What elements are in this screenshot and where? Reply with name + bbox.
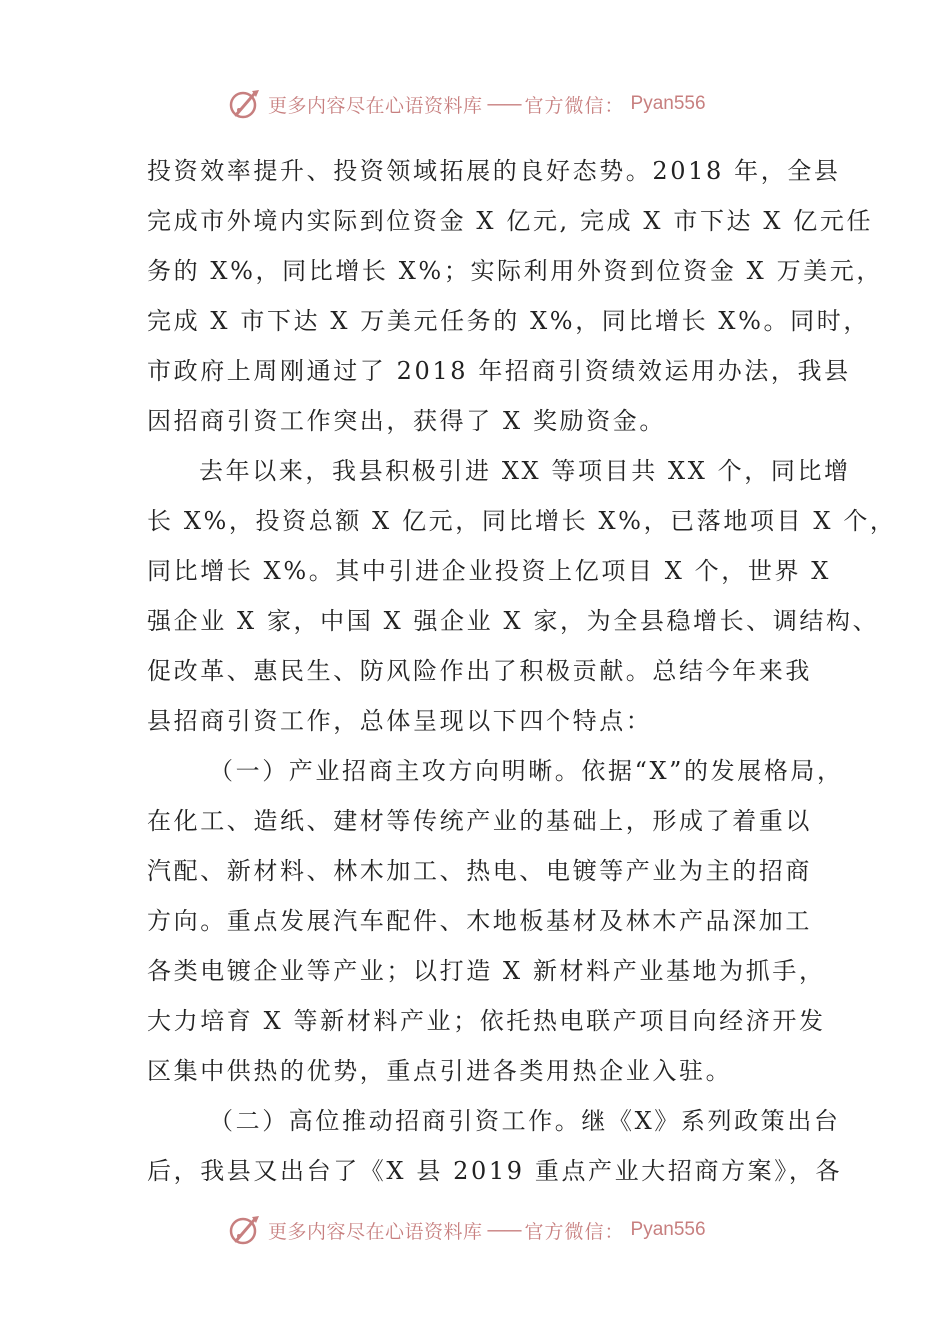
text-line: 投资效率提升、投资领域拓展的良好态势。2018 年，全县: [147, 157, 841, 185]
banner-official-label: 官方微信：: [524, 1220, 625, 1243]
banner-wechat-handle: Pyan556: [630, 1219, 706, 1240]
banner-official-label: 官方微信：: [524, 94, 625, 117]
text-line: 区集中供热的优势，重点引进各类用热企业入驻。: [147, 1057, 733, 1085]
text-line: 各类电镀企业等产业；以打造 X 新材料产业基地为抓手，: [147, 957, 826, 985]
text-line: 完成市外境内实际到位资金 X 亿元, 完成 X 市下达 X 亿元任: [147, 207, 874, 235]
pen-circle-logo-icon: [228, 87, 262, 121]
footer-watermark-banner: [228, 1210, 748, 1250]
header-watermark-banner: [228, 84, 748, 124]
document-body: [147, 146, 897, 1196]
banner-wechat-handle: Pyan556: [630, 93, 706, 114]
banner-dash: ——: [486, 1219, 521, 1241]
text-line: 在化工、造纸、建材等传统产业的基础上，形成了着重以: [147, 807, 812, 835]
banner-dash: ——: [486, 93, 521, 115]
text-line: 务的 X%，同比增长 X%；实际利用外资到位资金 X 万美元，: [147, 257, 883, 285]
text-line: 同比增长 X%。其中引进企业投资上亿项目 X 个，世界 X: [147, 557, 831, 585]
pen-circle-logo-icon: [228, 1213, 262, 1247]
text-line: 县招商引资工作，总体呈现以下四个特点：: [147, 707, 653, 735]
section-heading-line: （一）产业招商主攻方向明晰。依据“X”的发展格局，: [209, 757, 844, 785]
text-line: 长 X%，投资总额 X 亿元，同比增长 X%，已落地项目 X 个，: [147, 507, 897, 535]
text-line: 大力培育 X 等新材料产业；依托热电联产项目向经济开发: [147, 1007, 826, 1035]
banner-site-text: 更多内容尽在心语资料库: [268, 1220, 483, 1243]
text-line: 完成 X 市下达 X 万美元任务的 X%，同比增长 X%。同时，: [147, 307, 870, 335]
text-line: 因招商引资工作突出，获得了 X 奖励资金。: [147, 407, 666, 435]
text-line: 促改革、惠民生、防风险作出了积极贡献。总结今年来我: [147, 657, 812, 685]
text-line: 汽配、新材料、林木加工、热电、电镀等产业为主的招商: [147, 857, 812, 885]
text-line: 后，我县又出台了《X 县 2019 重点产业大招商方案》，各: [147, 1157, 843, 1185]
text-line: 强企业 X 家，中国 X 强企业 X 家，为全县稳增长、调结构、: [147, 607, 880, 635]
text-line: 市政府上周刚通过了 2018 年招商引资绩效运用办法，我县: [147, 357, 851, 385]
banner-site-text: 更多内容尽在心语资料库: [268, 94, 483, 117]
section-heading-line: （二）高位推动招商引资工作。继《X》系列政策出台: [209, 1107, 841, 1135]
paragraph-start-line: 去年以来，我县积极引进 XX 等项目共 XX 个，同比增: [199, 457, 851, 485]
text-line: 方向。重点发展汽车配件、木地板基材及林木产品深加工: [147, 907, 812, 935]
